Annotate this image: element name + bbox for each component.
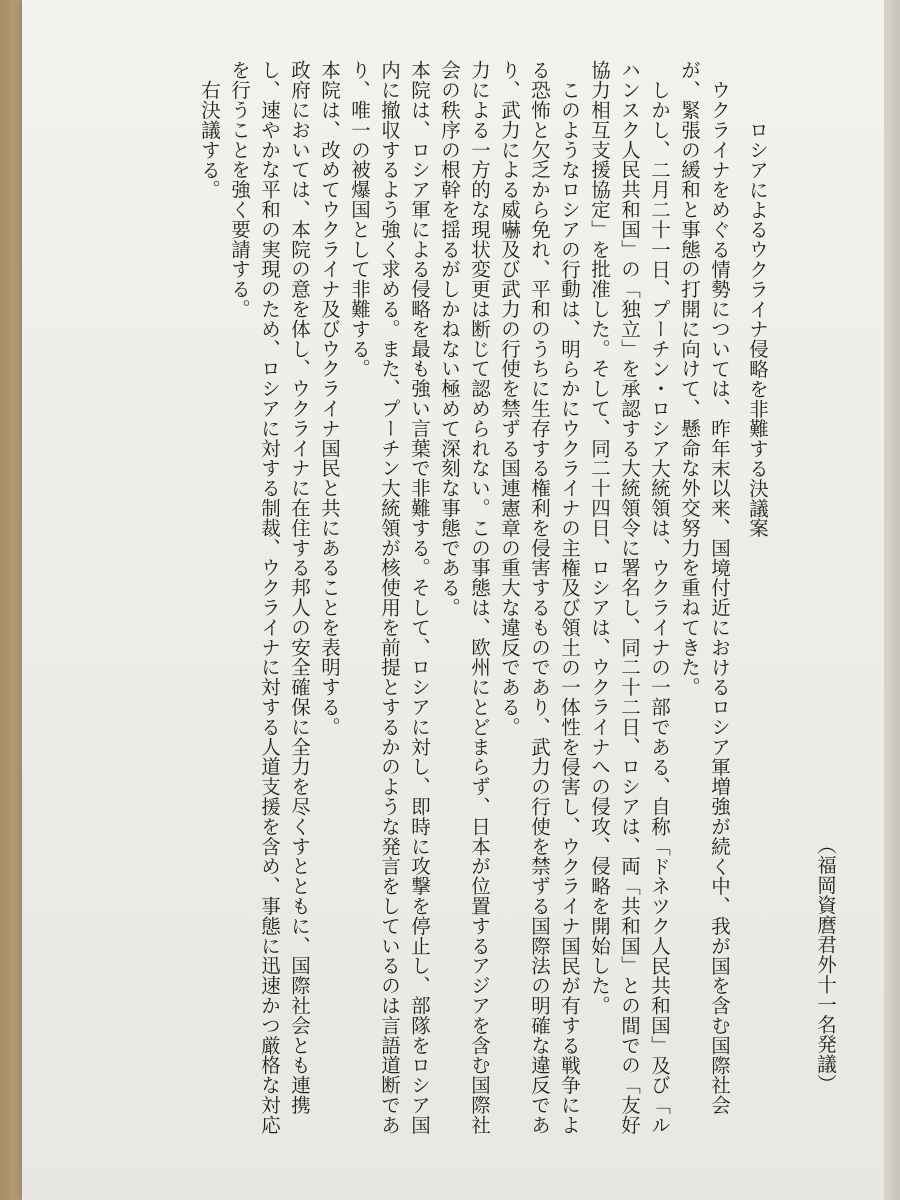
paragraph-solidarity: 本院は、改めてウクライナ及びウクライナ国民と共にあることを表明する。 [318,60,341,737]
resolution-document [60,60,840,1140]
paper-edge-shadow [884,0,900,1200]
paragraph-violation: このようなロシアの行動は、明らかにウクライナの主権及び領土の一体性を侵害し、ウクライナ国民が有する戦争による恐怖と欠乏から免れ、平和のうちに生存する権利を侵害するものであり、武力の行使を禁ずる国際法の明確な違反であり、武力による威嚇及び武力の行使を禁ずる国連憲章の重大な違反である。 [498,60,581,1135]
paragraph-government-request: 政府においては、本院の意を体し、ウクライナに在住する邦人の安全確保に全力を尽くすとともに、国際社会とも連携し、速やかな平和の実現のため、ロシアに対する制裁、ウクライナに対する人道支援を含め、事態に迅速かつ厳格な対応を行うことを強く要請する。 [228,60,311,1135]
sponsor-attribution: （福岡資麿君外十一名発議） [814,835,837,1094]
paragraph-events: しかし、二月二十一日、プーチン・ロシア大統領は、ウクライナの一部である、自称「ドネツク人民共和国」及び「ルハンスク人民共和国」の「独立」を承認する大統領令に署名し、同二十二日、ロシアは、両「共和国」との間での「友好協力相互支援協定」を批准した。そして、同二十四日、ロシアは、ウクライナへの侵攻、侵略を開始した。 [588,60,671,1135]
paragraph-condemnation: 本院は、ロシア軍による侵略を最も強い言葉で非難する。そして、ロシアに対し、即時に攻撃を停止し、部隊をロシア国内に撤収するよう強く求める。また、プーチン大統領が核使用を前提とするかのような発言をしているのは言語道断であり、唯一の被爆国として非難する。 [348,60,431,1135]
paragraph-situation: ウクライナをめぐる情勢については、昨年末以来、国境付近におけるロシア軍増強が続く中、我が国を含む国際社会が、緊張の緩和と事態の打開に向けて、懸命な外交努力を重ねてきた。 [678,60,731,1115]
document-title: ロシアによるウクライナ侵略を非難する決議案 [746,120,769,538]
closing-resolution: 右決議する。 [198,79,221,199]
paragraph-status-quo: 力による一方的な現状変更は断じて認められない。この事態は、欧州にとどまらず、日本が位置するアジアを含む国際社会の秩序の根幹を揺るがしかねない極めて深刻な事態である。 [438,60,491,1135]
